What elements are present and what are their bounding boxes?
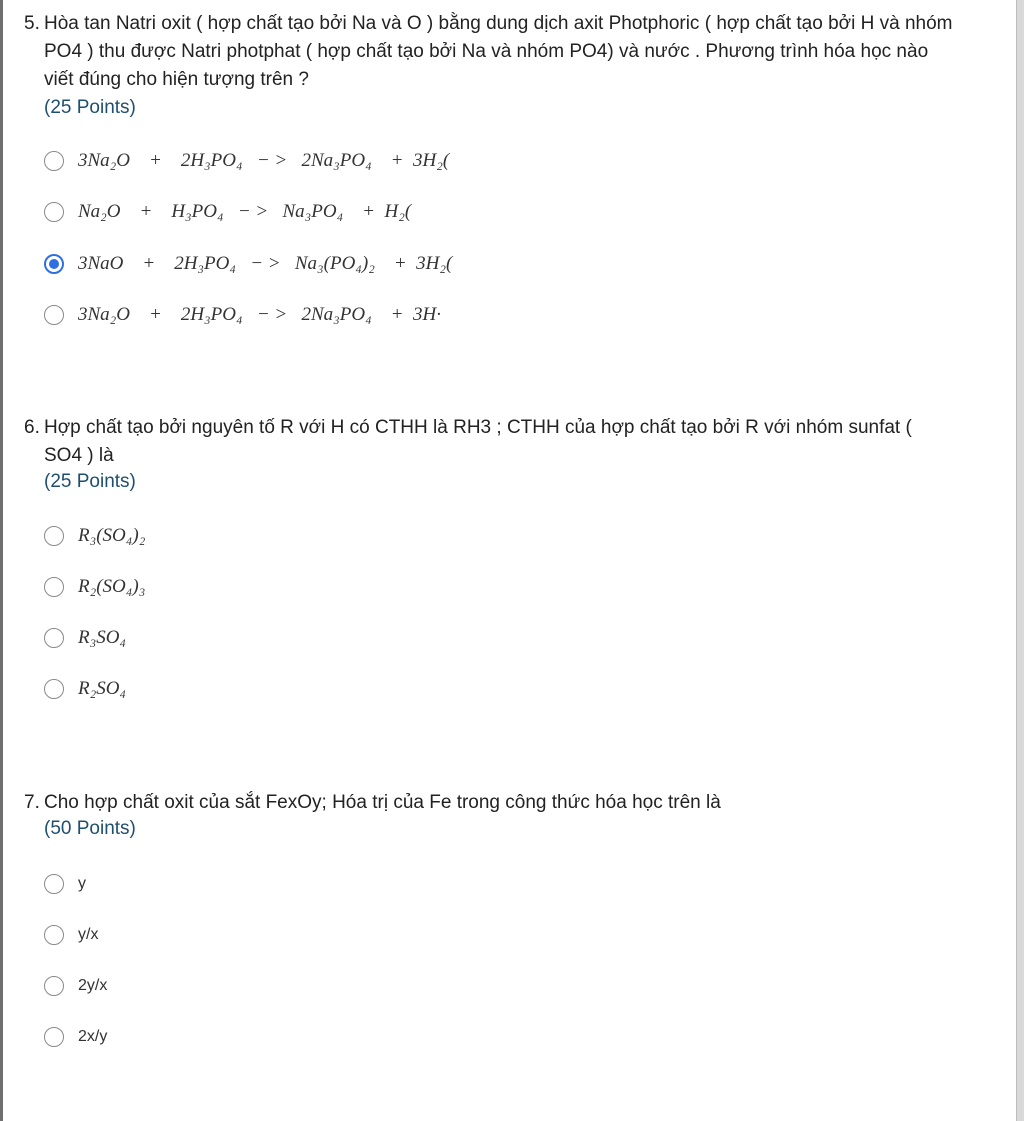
question-number: 6. — [24, 417, 40, 438]
option-label: R₂SO₄ — [78, 678, 127, 699]
answer-option[interactable] — [44, 973, 107, 999]
radio-button[interactable] — [44, 151, 64, 171]
option-label: R₃SO₄ — [78, 627, 127, 648]
radio-button[interactable] — [44, 874, 64, 894]
option-label: Na₂O + H₃PO₄ − > Na₃PO₄ + H₂( — [78, 201, 412, 222]
option-label: 3Na₂O + 2H₃PO₄ − > 2Na₃PO₄ + 3H· — [78, 304, 441, 325]
answer-option-selected[interactable] — [44, 251, 452, 277]
radio-button[interactable] — [44, 202, 64, 222]
question-text — [24, 10, 954, 94]
question-prompt: Hòa tan Natri oxit ( hợp chất tạo bởi Na và O ) bằng dung dịch axit Photphoric ( hợp chất tạo bởi H và nhóm PO4 ) thu được Natri photphat ( hợp chất tạo bởi Na và nhóm PO4) và nước . Phương trình hóa học nào viết đúng cho hiện tượng trên ? — [44, 13, 953, 90]
answer-option[interactable] — [44, 199, 411, 225]
answer-option[interactable] — [44, 302, 441, 328]
option-label: 2y/x — [78, 977, 108, 994]
radio-button[interactable] — [44, 1027, 64, 1047]
question-prompt: Cho hợp chất oxit của sắt FexOy; Hóa trị của Fe trong công thức hóa học trên là — [44, 792, 721, 813]
answer-option[interactable] — [44, 625, 126, 651]
radio-button[interactable] — [44, 526, 64, 546]
answer-option[interactable] — [44, 148, 449, 174]
answer-option[interactable] — [44, 523, 145, 549]
window-left-border — [0, 0, 3, 1121]
question-points: (25 Points) — [44, 97, 136, 118]
question-number: 7. — [24, 792, 40, 813]
question-points: (50 Points) — [44, 818, 136, 839]
option-label: 2x/y — [78, 1028, 108, 1045]
radio-button[interactable] — [44, 628, 64, 648]
option-label: y/x — [78, 926, 99, 943]
option-label: R₃(SO₄)₂ — [78, 525, 146, 546]
radio-button[interactable] — [44, 305, 64, 325]
answer-option[interactable] — [44, 922, 98, 948]
radio-button[interactable] — [44, 925, 64, 945]
question-points: (25 Points) — [44, 471, 136, 492]
option-label: 3Na₂O + 2H₃PO₄ − > 2Na₃PO₄ + 3H₂( — [78, 150, 450, 171]
question-text — [24, 789, 954, 817]
answer-option[interactable] — [44, 574, 145, 600]
option-label: R₂(SO₄)₃ — [78, 576, 146, 597]
scrollbar-track[interactable] — [1016, 0, 1024, 1121]
radio-button[interactable] — [44, 976, 64, 996]
answer-option[interactable] — [44, 676, 126, 702]
question-text — [24, 414, 954, 470]
radio-button[interactable] — [44, 577, 64, 597]
radio-button[interactable] — [44, 679, 64, 699]
question-prompt: Hợp chất tạo bởi nguyên tố R với H có CTHH là RH3 ; CTHH của hợp chất tạo bởi R với nhóm sunfat ( SO4 ) là — [44, 417, 912, 466]
option-label: 3NaO + 2H₃PO₄ − > Na₃(PO₄)₂ + 3H₂( — [78, 253, 453, 274]
question-number: 5. — [24, 13, 40, 34]
radio-button-checked[interactable] — [44, 254, 64, 274]
option-label: y — [78, 875, 86, 892]
answer-option[interactable] — [44, 1024, 107, 1050]
answer-option[interactable] — [44, 871, 86, 897]
